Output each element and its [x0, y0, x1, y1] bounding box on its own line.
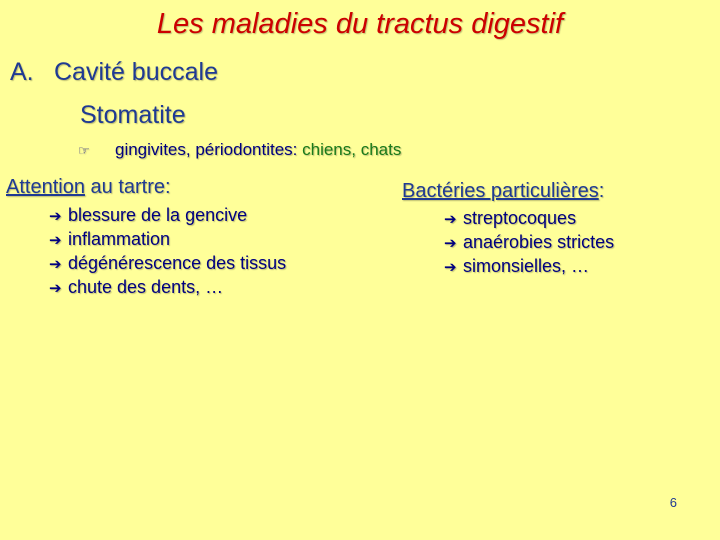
right-column-list — [444, 206, 614, 278]
arrow-icon: ➔ — [49, 256, 62, 273]
list-item-text: dégénérescence des tissus — [68, 253, 287, 273]
list-item-text: chute des dents, … — [68, 277, 224, 297]
section-heading — [10, 58, 218, 87]
list-item-text: simonsielles, … — [463, 256, 590, 276]
right-column-heading — [402, 180, 604, 203]
left-heading-rest: au tartre: — [84, 176, 171, 198]
list-item — [49, 227, 286, 251]
bullet-text: gingivites, périodontites: — [115, 140, 298, 159]
list-item — [444, 254, 614, 278]
list-item — [49, 251, 286, 275]
arrow-icon: ➔ — [444, 235, 457, 252]
subheading: Stomatite — [80, 101, 186, 129]
left-column-heading — [6, 176, 171, 199]
list-item — [49, 275, 286, 299]
list-item-text: anaérobies strictes — [463, 232, 615, 252]
pointing-hand-icon: ☞ — [78, 143, 90, 158]
bullet-line — [78, 140, 401, 160]
page-number: 6 — [669, 495, 677, 510]
arrow-icon: ➔ — [444, 259, 457, 276]
arrow-icon: ➔ — [49, 232, 62, 249]
arrow-icon: ➔ — [444, 211, 457, 228]
list-item-text: blessure de la gencive — [68, 205, 248, 225]
right-heading-underlined: Bactéries particulières — [402, 180, 599, 202]
right-heading-rest: : — [598, 180, 605, 202]
left-heading-underlined: Attention — [6, 176, 85, 198]
list-item — [444, 230, 614, 254]
left-column-list — [49, 203, 286, 299]
section-label: Cavité buccale — [54, 58, 218, 86]
arrow-icon: ➔ — [49, 280, 62, 297]
list-item — [444, 206, 614, 230]
list-item — [49, 203, 286, 227]
list-item-text: inflammation — [68, 229, 171, 249]
list-item-text: streptocoques — [463, 208, 577, 228]
slide-title: Les maladies du tractus digestif — [156, 8, 564, 40]
bullet-highlight: chiens, chats — [297, 140, 402, 159]
arrow-icon: ➔ — [49, 208, 62, 225]
section-letter: A. — [10, 58, 34, 86]
